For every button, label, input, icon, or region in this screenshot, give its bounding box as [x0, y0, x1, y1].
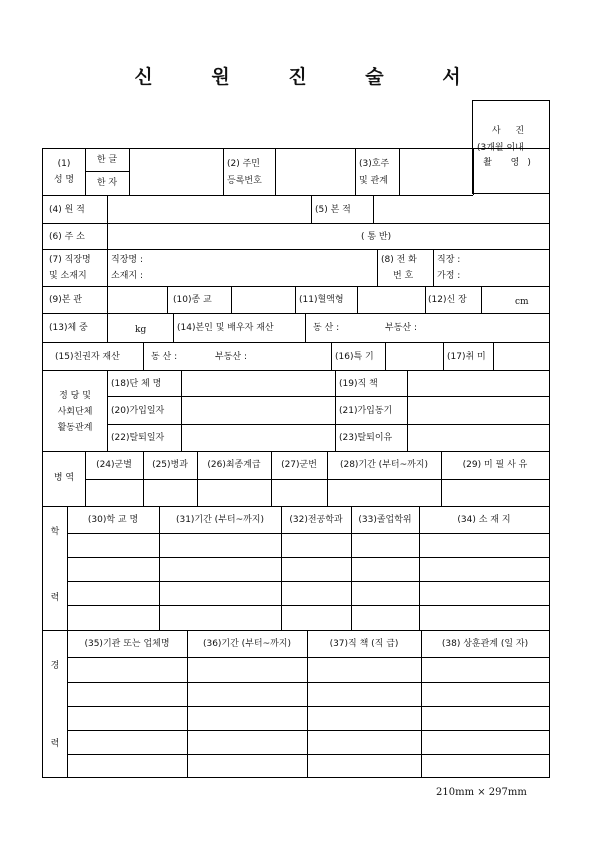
career-row[interactable]	[68, 707, 548, 729]
phone-label-1: (8) 전 화	[381, 255, 417, 265]
military-header-rank: (26)최종계급	[207, 460, 261, 470]
assets-immovable-label: 부동산 :	[385, 323, 417, 333]
position-field[interactable]	[408, 371, 548, 395]
parent-assets-field[interactable]	[144, 343, 330, 369]
assets-label: (14)본인 및 배우자 재산	[177, 323, 274, 333]
education-label-top: 학	[50, 527, 60, 537]
military-header-number: (27)군번	[281, 460, 317, 470]
career-header-awards: (38) 상훈관계 (일 자)	[441, 639, 529, 649]
skill-field[interactable]	[386, 343, 442, 369]
blood-type-label: (11)혈액형	[299, 295, 344, 305]
parent-assets-label: (15)친권자 재산	[55, 352, 120, 362]
phone-label-2: 번 호	[393, 271, 414, 281]
relation-label-1: (3)호주	[359, 159, 390, 169]
name-hanja-field[interactable]	[130, 172, 222, 194]
edu-header-major: (32)전공학과	[289, 515, 343, 525]
party-label-2: 사회단체	[57, 407, 93, 417]
career-row[interactable]	[68, 658, 548, 681]
bon-label: (9)본 관	[49, 295, 82, 305]
education-row[interactable]	[68, 582, 548, 604]
military-header-arm: (25)병과	[152, 460, 188, 470]
join-motive-label: (21)가입동기	[339, 406, 393, 416]
education-label-bottom: 력	[50, 593, 60, 603]
leave-date-field[interactable]	[182, 425, 334, 450]
leave-reason-field[interactable]	[408, 425, 548, 450]
group-name-label: (18)단 체 명	[111, 379, 162, 389]
parent-immovable-label: 부동산 :	[215, 352, 247, 362]
resident-label-2: 등록번호	[227, 176, 262, 186]
relation-label-2: 및 관계	[359, 176, 388, 186]
religion-label: (10)종 교	[173, 295, 212, 305]
bon-field[interactable]	[108, 287, 166, 312]
edu-header-school: (30)학 교 명	[87, 515, 139, 525]
photo-note-2: 촬 영)	[483, 158, 539, 168]
hobby-field[interactable]	[494, 343, 548, 369]
workplace-label-1: (7) 직장명	[49, 255, 91, 265]
height-unit: cm	[515, 297, 529, 307]
education-row[interactable]	[68, 558, 548, 580]
position-label: (19)직 책	[339, 379, 378, 389]
origin-label: (4) 원 적	[49, 205, 85, 215]
address-field[interactable]	[108, 224, 548, 248]
join-date-field[interactable]	[182, 397, 334, 423]
address-label: (6) 주 소	[49, 232, 85, 242]
hanja-label: 한 자	[96, 178, 118, 188]
group-name-field[interactable]	[182, 371, 334, 395]
bonjeok-field[interactable]	[374, 196, 548, 222]
personal-statement-form	[42, 148, 550, 778]
skill-label: (16)특 기	[335, 352, 374, 362]
join-motive-field[interactable]	[408, 397, 548, 423]
career-label-bottom: 력	[50, 739, 60, 749]
weight-unit: kg	[135, 325, 147, 335]
name-num: (1)	[57, 159, 71, 169]
resident-label-1: (2) 주민	[227, 159, 260, 169]
paper-size-note: 210mm × 297mm	[436, 787, 527, 798]
weight-label: (13)체 중	[49, 323, 88, 333]
military-header-period: (28)기간 (부터~까지)	[339, 460, 429, 470]
height-label: (12)신 장	[428, 295, 467, 305]
party-label-3: 활동관계	[57, 423, 93, 433]
career-row[interactable]	[68, 683, 548, 705]
education-row[interactable]	[68, 534, 548, 556]
edu-header-degree: (33)졸업학위	[358, 515, 412, 525]
phone-field[interactable]	[463, 250, 548, 285]
military-data-row[interactable]	[86, 480, 548, 505]
workplace-name-label: 직장명 :	[111, 255, 143, 265]
leave-date-label: (22)탈퇴일자	[111, 433, 165, 443]
military-header-exemption: (29) 미 필 사 유	[462, 460, 528, 470]
career-header-org: (35)기관 또는 업체명	[84, 639, 170, 649]
workplace-label-2: 및 소재지	[49, 271, 87, 281]
edu-header-location: (34) 소 재 지	[457, 515, 511, 525]
education-row[interactable]	[68, 606, 548, 629]
leave-reason-label: (23)탈퇴이유	[339, 433, 393, 443]
phone-home-label: 가정 :	[437, 271, 461, 281]
military-header-branch: (24)군별	[96, 460, 132, 470]
photo-note: (3개월 이내	[477, 143, 524, 153]
tong-ban-label: ( 통 반)	[361, 232, 392, 242]
career-label-top: 경	[50, 661, 60, 671]
document-title: 신 원 진 술 서	[134, 66, 487, 88]
resident-number-field[interactable]	[276, 149, 354, 194]
relation-field[interactable]	[400, 149, 472, 194]
parent-movable-label: 동 산 :	[151, 352, 178, 362]
edu-header-period: (31)기간 (부터~까지)	[175, 515, 265, 525]
phone-work-label: 직장 :	[437, 255, 461, 265]
career-header-period: (36)기간 (부터~까지)	[202, 639, 292, 649]
career-row[interactable]	[68, 731, 548, 753]
photo-label: 사 진	[491, 126, 531, 136]
name-hangul-field[interactable]	[130, 149, 222, 171]
workplace-location-label: 소재지 :	[111, 271, 143, 281]
bonjeok-label: (5) 본 적	[315, 205, 351, 215]
assets-movable-label: 동 산 :	[313, 323, 340, 333]
military-label: 병 역	[53, 473, 75, 483]
hangul-label: 한 글	[96, 155, 118, 165]
origin-field[interactable]	[108, 196, 310, 222]
religion-field[interactable]	[232, 287, 294, 312]
career-row[interactable]	[68, 755, 548, 777]
party-label-1: 정 당 및	[59, 391, 91, 401]
name-label: 성 명	[53, 175, 75, 185]
blood-type-field[interactable]	[358, 287, 424, 312]
join-date-label: (20)가입일자	[111, 406, 165, 416]
assets-field[interactable]	[306, 314, 548, 341]
hobby-label: (17)취 미	[447, 352, 486, 362]
career-header-position: (37)직 책 (직 급)	[329, 639, 399, 649]
workplace-field[interactable]	[155, 250, 375, 285]
